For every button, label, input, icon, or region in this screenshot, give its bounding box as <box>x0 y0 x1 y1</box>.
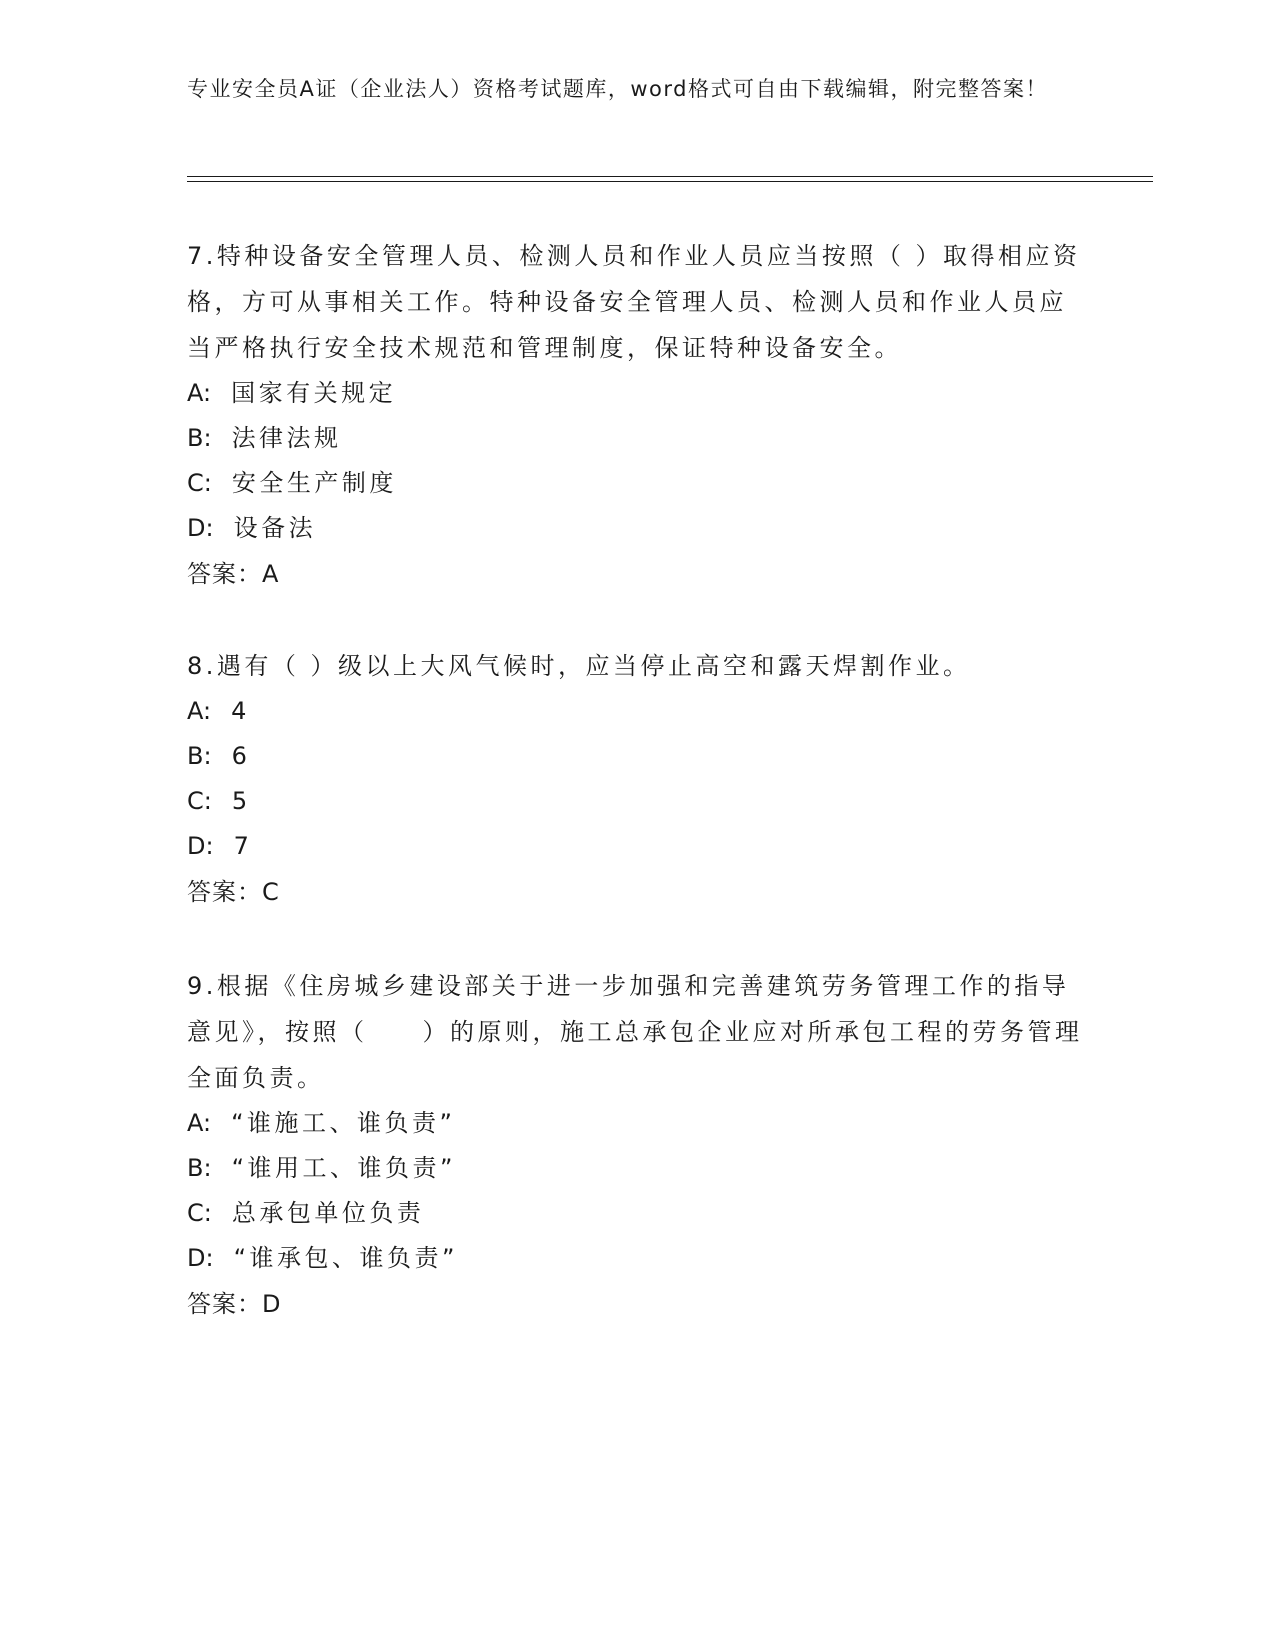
option-key: A: <box>187 1109 212 1137</box>
document-header <box>187 74 1087 105</box>
option-key: D: <box>187 832 214 860</box>
option-text: “谁用工、谁负责” <box>231 1154 456 1182</box>
option-a <box>187 689 1087 734</box>
option-c <box>187 1191 1087 1236</box>
option-key: D: <box>187 514 214 542</box>
option-key: C: <box>187 1199 212 1227</box>
header-divider-bottom <box>187 181 1153 182</box>
header-divider-top <box>187 176 1153 177</box>
option-b <box>187 734 1087 779</box>
option-text: “谁施工、谁负责” <box>231 1109 456 1137</box>
option-a <box>187 371 1087 416</box>
question-8 <box>187 643 1087 915</box>
question-7 <box>187 233 1087 597</box>
header-title: 专业安全员A证（企业法人）资格考试题库，word格式可自由下载编辑，附完整答案！ <box>187 77 1048 101</box>
option-d <box>187 1236 1087 1281</box>
option-text: “谁承包、谁负责” <box>233 1244 458 1272</box>
option-c <box>187 461 1087 506</box>
question-9 <box>187 963 1087 1327</box>
option-text: 设备法 <box>233 514 317 542</box>
option-text: 5 <box>231 787 251 815</box>
option-a <box>187 1101 1087 1146</box>
option-text: 4 <box>231 697 250 725</box>
option-text: 7 <box>233 832 253 860</box>
option-b <box>187 416 1087 461</box>
option-key: C: <box>187 787 212 815</box>
option-text: 安全生产制度 <box>231 469 397 497</box>
question-stem: 9.根据《住房城乡建设部关于进一步加强和完善建筑劳务管理工作的指导意见》，按照（ ）的原则，施工总承包企业应对所承包工程的劳务管理全面负责。 <box>187 972 1083 1092</box>
option-d <box>187 824 1087 869</box>
question-stem: 7.特种设备安全管理人员、检测人员和作业人员应当按照（ ）取得相应资格，方可从事相关工作。特种设备安全管理人员、检测人员和作业人员应当严格执行安全技术规范和管理制度，保证特种设备安全。 <box>187 242 1081 362</box>
option-key: A: <box>187 697 212 725</box>
option-key: C: <box>187 469 212 497</box>
option-key: D: <box>187 1244 214 1272</box>
option-text: 6 <box>231 742 251 770</box>
option-text: 总承包单位负责 <box>231 1199 425 1227</box>
option-b <box>187 1146 1087 1191</box>
option-d <box>187 506 1087 551</box>
answer: 答案：C <box>187 878 280 906</box>
answer: 答案：D <box>187 1290 282 1318</box>
option-key: B: <box>187 1154 212 1182</box>
option-key: B: <box>187 424 212 452</box>
option-key: A: <box>187 379 212 407</box>
option-c <box>187 779 1087 824</box>
question-stem: 8.遇有（ ）级以上大风气候时，应当停止高空和露天焊割作业。 <box>187 652 971 680</box>
option-key: B: <box>187 742 212 770</box>
option-text: 国家有关规定 <box>231 379 397 407</box>
option-text: 法律法规 <box>231 424 342 452</box>
answer: 答案：A <box>187 560 280 588</box>
